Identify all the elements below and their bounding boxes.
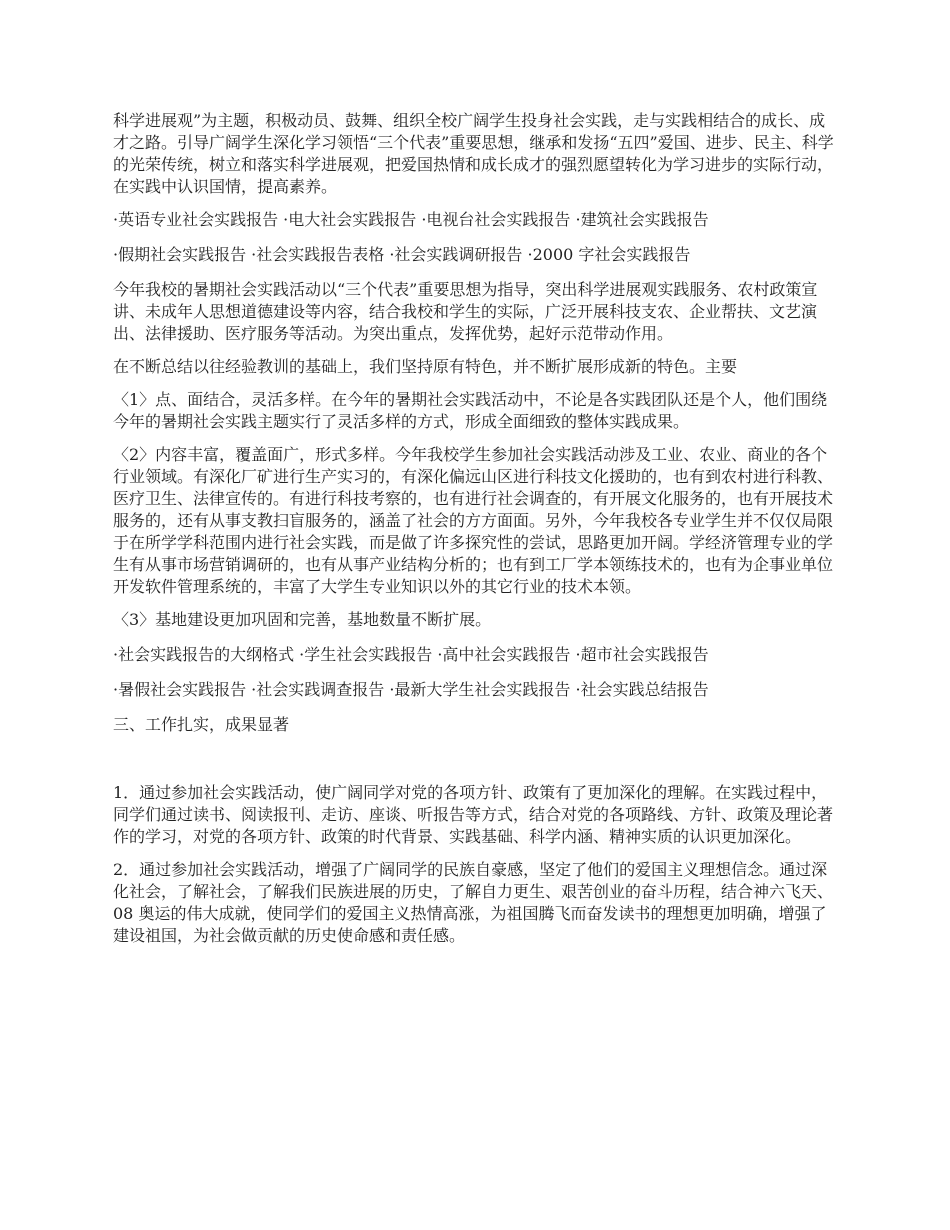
spacer [113, 747, 839, 782]
paragraph-features-intro: 在不断总结以往经验教训的基础上，我们坚持原有特色，并不断扩展形成新的特色。主要 [113, 357, 738, 376]
paragraph-point-1: 〈1〉点、面结合，灵活多样。在今年的暑期社会实践活动中，不论是各实践团队还是个人，他们围绕今年的暑期社会实践主题实行了灵活多样的方式，形成全面细致的整体实践成果。 [113, 390, 828, 431]
related-links-line-2: ·假期社会实践报告 ·社会实践报告表格 ·社会实践调研报告 ·2000 字社会实践报告 [113, 245, 691, 264]
paragraph-intro: 科学进展观”为主题，积极动员、鼓舞、组织全校广阔学生投身社会实践，走与实践相结合的成长、成才之路。引导广阔学生深化学习领悟“三个代表”重要思想，继承和发扬“五四”爱国、进步、民主、科学的光荣传统，树立和落实科学进展观，把爱国热情和成长成才的强烈愿望转化为学习进步的实际行动，在实践中认识国情，提高素养。 [113, 111, 834, 196]
related-links-line-1: ·英语专业社会实践报告 ·电大社会实践报告 ·电视台社会实践报告 ·建筑社会实践报告 [113, 210, 709, 229]
document-body [113, 110, 839, 958]
paragraph-result-1: 1．通过参加社会实践活动，使广阔同学对党的各项方针、政策有了更加深化的理解。在实践过程中，同学们通过读书、阅读报刊、走访、座谈、听报告等方式，结合对党的各项路线、方针、政策及理论著作的学习，对党的各项方针、政策的时代背景、实践基础、科学内涵、精神实质的认识更加深化。 [113, 783, 834, 846]
related-links-line-3: ·社会实践报告的大纲格式 ·学生社会实践报告 ·高中社会实践报告 ·超市社会实践报告 [113, 645, 709, 664]
section-heading-3: 三、工作扎实，成果显著 [113, 715, 290, 734]
paragraph-point-3: 〈3〉基地建设更加巩固和完善，基地数量不断扩展。 [113, 610, 492, 629]
paragraph-summer-activities: 今年我校的暑期社会实践活动以“三个代表”重要思想为指导，突出科学进展观实践服务、农村政策宣讲、未成年人思想道德建设等内容，结合我校和学生的实际，广泛开展科技支农、企业帮扶、文艺演出、法律援助、医疗服务等活动。为突出重点，发挥优势，起好示范带动作用。 [113, 280, 818, 343]
paragraph-point-2: 〈2〉内容丰富，覆盖面广，形式多样。今年我校学生参加社会实践活动涉及工业、农业、商业的各个行业领域。有深化厂矿进行生产实习的，有深化偏远山区进行科技文化援助的，也有到农村进行科教、医疗卫生、法律宣传的。有进行科技考察的，也有进行社会调查的，有开展文化服务的，也有开展技术服务的，还有从事支教扫盲服务的，涵盖了社会的方方面面。另外，今年我校各专业学生并不仅仅局限于在所学学科范围内进行社会实践，而是做了许多探究性的尝试，思路更加开阔。学经济管理专业的学生有从事市场营销调研的，也有从事产业结构分析的；也有到工厂学本领练技术的，也有为企事业单位开发软件管理系统的，丰富了大学生专业知识以外的其它行业的技术本领。 [113, 445, 834, 596]
related-links-line-4: ·暑假社会实践报告 ·社会实践调查报告 ·最新大学生社会实践报告 ·社会实践总结报告 [113, 680, 709, 699]
paragraph-result-2: 2．通过参加社会实践活动，增强了广阔同学的民族自豪感，坚定了他们的爱国主义理想信念。通过深化社会，了解社会，了解我们民族进展的历史，了解自力更生、艰苦创业的奋斗历程，结合神六飞天、08 奥运的伟大成就，使同学们的爱国主义热情高涨，为祖国腾飞而奋发读书的理想更加明确，增强了建设祖国，为社会做贡献的历史使命感和责任感。 [113, 860, 834, 945]
